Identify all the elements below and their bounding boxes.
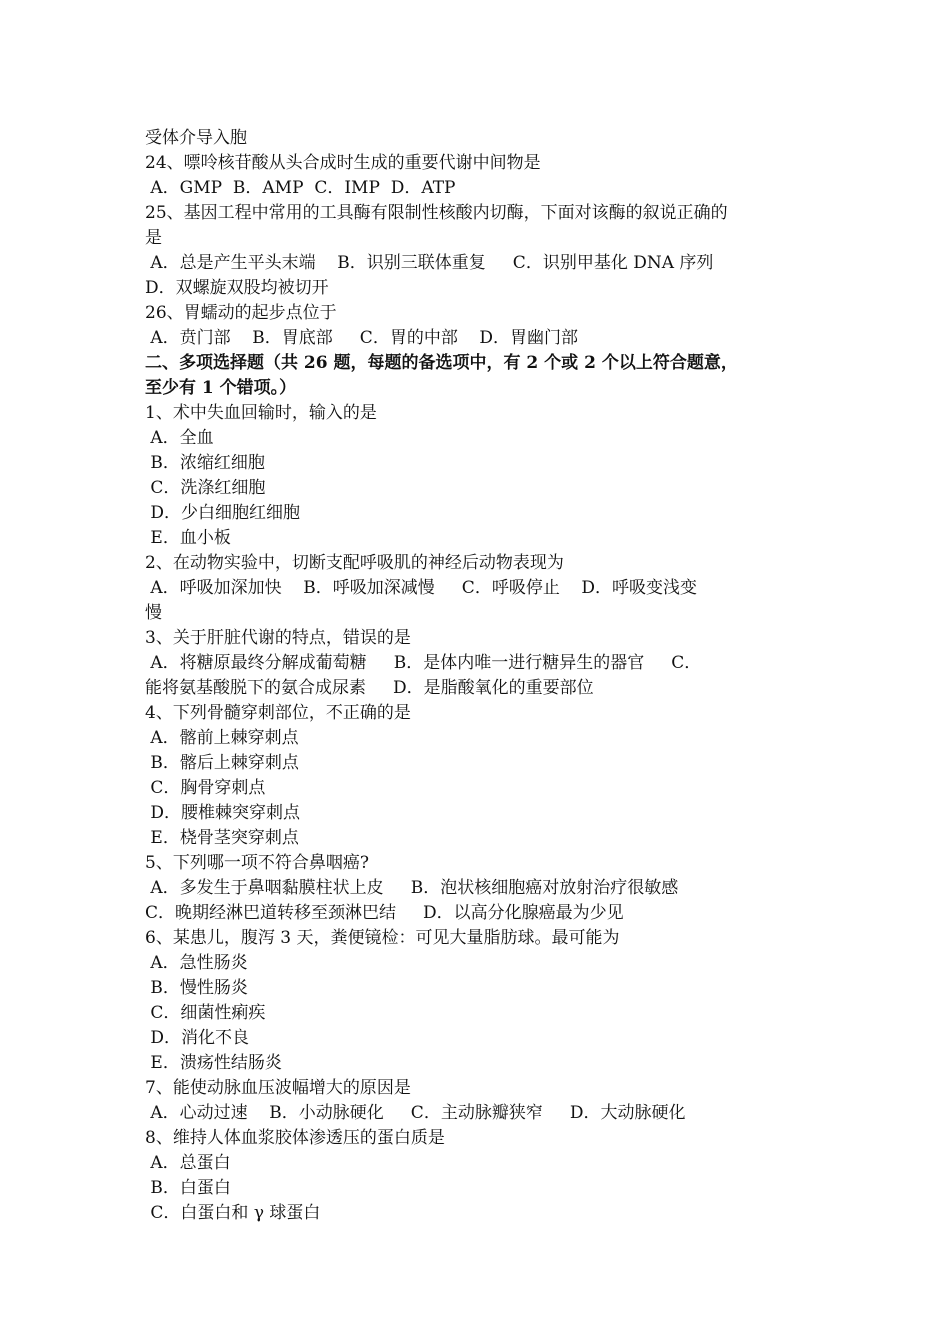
question-24: 24、嘌呤核苷酸从头合成时生成的重要代谢中间物是 bbox=[145, 153, 541, 173]
text-line: 慢 bbox=[145, 603, 162, 623]
question-24-options: A．GMP B．AMP C．IMP D．ATP bbox=[145, 178, 456, 198]
option-line: E．血小板 bbox=[145, 528, 231, 548]
option-line: A．急性肠炎 bbox=[145, 953, 248, 973]
question-5: 5、下列哪一项不符合鼻咽癌? bbox=[145, 853, 369, 873]
question-26: 26、胃蠕动的起步点位于 bbox=[145, 303, 337, 323]
question-8: 8、维持人体血浆胶体渗透压的蛋白质是 bbox=[145, 1128, 445, 1148]
question-25-options: A．总是产生平头末端 B．识别三联体重复 C．识别甲基化 DNA 序列 bbox=[145, 253, 714, 273]
option-line: D．腰椎棘突穿刺点 bbox=[145, 803, 301, 823]
question-5-options: A．多发生于鼻咽黏膜柱状上皮 B．泡状核细胞癌对放射治疗很敏感 bbox=[145, 878, 679, 898]
section-heading-cont: 至少有 1 个错项。） bbox=[145, 378, 297, 398]
option-line: B．浓缩红细胞 bbox=[145, 453, 265, 473]
question-1: 1、术中失血回输时，输入的是 bbox=[145, 403, 377, 423]
option-line: D．消化不良 bbox=[145, 1028, 250, 1048]
option-line: C．洗涤红细胞 bbox=[145, 478, 266, 498]
option-line: D．少白细胞红细胞 bbox=[145, 503, 301, 523]
question-2: 2、在动物实验中，切断支配呼吸肌的神经后动物表现为 bbox=[145, 553, 564, 573]
question-4: 4、下列骨髓穿刺部位，不正确的是 bbox=[145, 703, 411, 723]
option-line: C．细菌性痢疾 bbox=[145, 1003, 266, 1023]
question-25: 25、基因工程中常用的工具酶有限制性核酸内切酶，下面对该酶的叙说正确的 bbox=[145, 203, 728, 223]
text-line: 是 bbox=[145, 228, 162, 248]
option-line: E．溃疡性结肠炎 bbox=[145, 1053, 282, 1073]
option-line: B．白蛋白 bbox=[145, 1178, 231, 1198]
question-6: 6、某患儿，腹泻 3 天，粪便镜检：可见大量脂肪球。最可能为 bbox=[145, 928, 620, 948]
option-line: B．髂后上棘穿刺点 bbox=[145, 753, 299, 773]
question-5-options-cont: C．晚期经淋巴道转移至颈淋巴结 D．以高分化腺癌最为少见 bbox=[145, 903, 624, 923]
option-line: E．桡骨茎突穿刺点 bbox=[145, 828, 299, 848]
question-3-options: A．将糖原最终分解成葡萄糖 B．是体内唯一进行糖异生的器官 C． bbox=[145, 653, 702, 673]
question-3-options-cont: 能将氨基酸脱下的氨合成尿素 D．是脂酸氧化的重要部位 bbox=[145, 678, 594, 698]
option-line: C．胸骨穿刺点 bbox=[145, 778, 266, 798]
question-2-options: A．呼吸加深加快 B．呼吸加深减慢 C．呼吸停止 D．呼吸变浅变 bbox=[145, 578, 698, 598]
question-3: 3、关于肝脏代谢的特点，错误的是 bbox=[145, 628, 411, 648]
question-26-options: A．贲门部 B．胃底部 C．胃的中部 D．胃幽门部 bbox=[145, 328, 579, 348]
section-heading: 二、多项选择题（共 26 题，每题的备选项中，有 2 个或 2 个以上符合题意， bbox=[145, 353, 738, 373]
option-line: A．全血 bbox=[145, 428, 214, 448]
question-7-options: A．心动过速 B．小动脉硬化 C．主动脉瓣狭窄 D．大动脉硬化 bbox=[145, 1103, 686, 1123]
option-line: B．慢性肠炎 bbox=[145, 978, 248, 998]
option-line: A．总蛋白 bbox=[145, 1153, 231, 1173]
text-line: 受体介导入胞 bbox=[145, 128, 247, 148]
text-line: D．双螺旋双股均被切开 bbox=[145, 278, 329, 298]
option-line: C．白蛋白和 γ 球蛋白 bbox=[145, 1203, 321, 1223]
question-7: 7、能使动脉血压波幅增大的原因是 bbox=[145, 1078, 411, 1098]
option-line: A．髂前上棘穿刺点 bbox=[145, 728, 299, 748]
